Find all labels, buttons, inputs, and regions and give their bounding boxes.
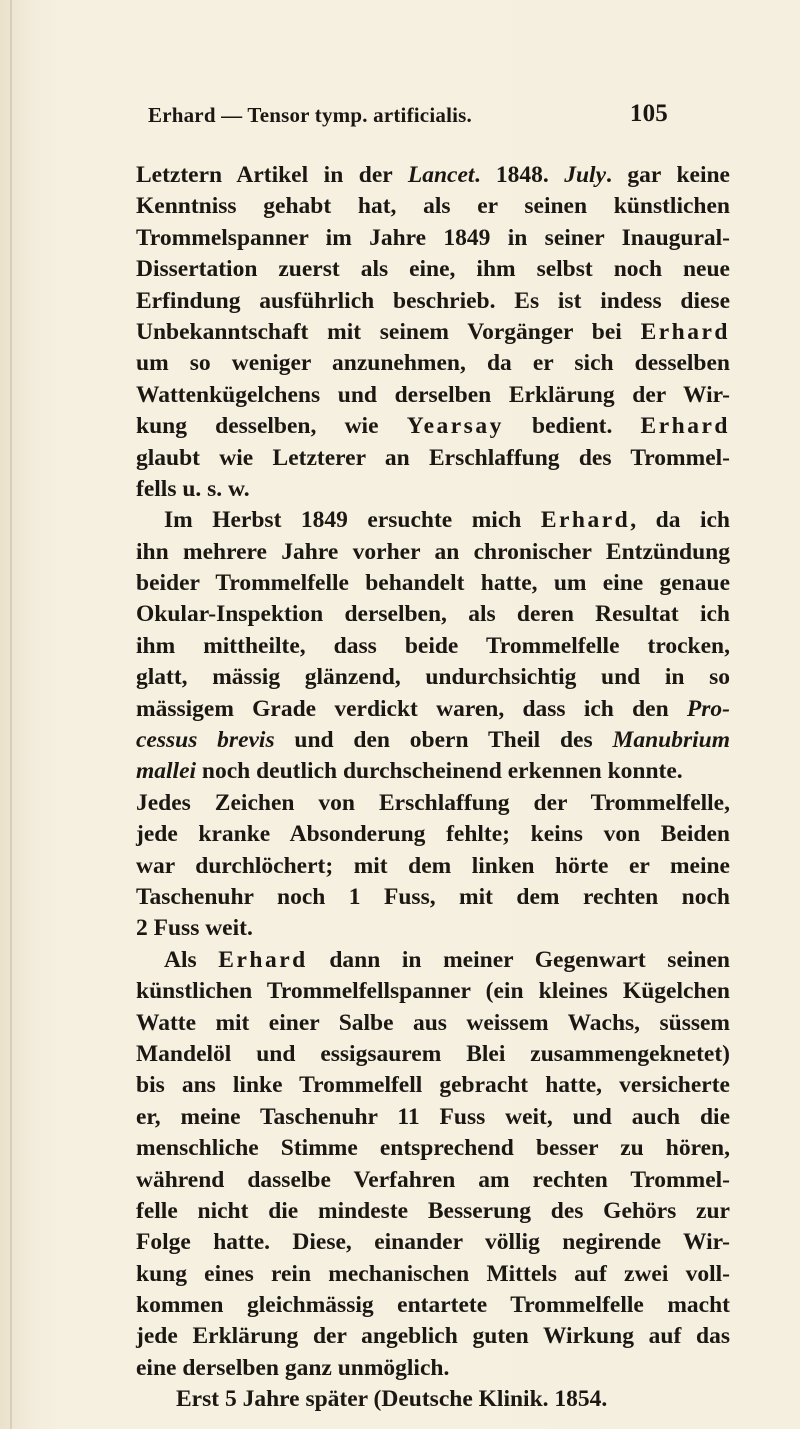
text-line: [136, 191, 730, 222]
text-segment: kung desselben, wie: [136, 413, 407, 440]
text-line: [136, 1227, 730, 1258]
spaced-name: Erhard: [640, 318, 730, 345]
running-header: [148, 100, 668, 133]
text-line: [136, 631, 730, 662]
text-segment: und den obern Theil des: [274, 727, 613, 754]
text-line: [136, 694, 730, 725]
running-title: Erhard — Tensor tymp. artificialis.: [148, 103, 472, 127]
text-line: [136, 1102, 730, 1133]
text-segment: . gar keine: [606, 162, 730, 188]
text-line: [136, 1165, 730, 1196]
text-line: [136, 537, 730, 568]
text-segment: menschliche Stimme entsprechend besser zu hören,: [136, 1135, 730, 1162]
text-segment: Okular-Inspektion derselben, als deren Resultat ich: [136, 601, 730, 628]
text-line: [136, 568, 730, 599]
text-line: [136, 254, 730, 285]
text-line: [136, 1384, 730, 1415]
text-line: [136, 819, 730, 850]
text-segment: um so weniger anzunehmen, da er sich desselben: [136, 350, 730, 377]
text-segment: Trommelspanner im Jahre 1849 in seiner Inaugural-: [136, 224, 730, 251]
text-line: [136, 662, 730, 693]
text-segment: Mandelöl und essigsaurem Blei zusammengeknetet): [136, 1040, 730, 1067]
text-segment: Watte mit einer Salbe aus weissem Wachs, süssem: [136, 1009, 730, 1036]
text-line: [136, 348, 730, 379]
italic-text: mallei: [136, 758, 197, 785]
text-segment: während dasselbe Verfahren am rechten Trommel-: [136, 1166, 730, 1193]
text-segment: Dissertation zuerst als eine, ihm selbst noch neue: [136, 256, 730, 283]
spaced-name: Erhard: [218, 946, 308, 973]
text-segment: eine derselben ganz unmöglich.: [136, 1354, 450, 1381]
spaced-name: Erhard: [640, 413, 730, 440]
text-segment: Wattenkügelchens und derselben Erklärung der Wir-: [136, 381, 730, 408]
text-segment: , da ich: [630, 507, 730, 534]
text-segment: bis ans linke Trommelfell gebracht hatte, versicherte: [136, 1072, 730, 1099]
text-line: [136, 756, 730, 787]
text-segment: Folge hatte. Diese, einander völlig negirende Wir-: [136, 1229, 730, 1256]
text-segment: Jedes Zeichen von Erschlaffung der Trommelfelle,: [136, 789, 730, 816]
text-segment: noch deutlich durchscheinend erkennen konnte.: [196, 758, 683, 785]
text-segment: künstlichen Trommelfellspanner (ein kleines Kügelchen: [136, 978, 730, 1005]
text-line: [136, 474, 730, 505]
italic-text: Lancet: [407, 162, 475, 188]
text-line: [136, 1259, 730, 1290]
text-segment: beider Trommelfelle behandelt hatte, um eine genaue: [136, 570, 730, 597]
text-line: [136, 1321, 730, 1352]
text-segment: ihm mittheilte, dass beide Trommelfelle trocken,: [136, 632, 730, 659]
binding-gutter: [10, 0, 12, 1429]
text-segment: Kenntniss gehabt hat, als er seinen künstlichen: [136, 193, 730, 220]
text-segment: Erst 5 Jahre später (Deutsche Klinik. 1854.: [176, 1386, 608, 1413]
text-line: [136, 945, 730, 976]
text-segment: fells u. s. w.: [136, 475, 250, 502]
italic-text: July: [564, 162, 607, 188]
text-line: [136, 317, 730, 348]
body-text: [136, 160, 730, 1416]
text-segment: jede kranke Absonderung fehlte; keins von Beiden: [136, 821, 730, 848]
italic-text: Pro-: [686, 695, 730, 722]
text-segment: ihn mehrere Jahre vorher an chronischer Entzündung: [136, 538, 730, 565]
text-line: [136, 725, 730, 756]
text-segment: bedient.: [503, 413, 641, 440]
text-line: [136, 882, 730, 913]
text-line: [136, 1070, 730, 1101]
text-line: [136, 1008, 730, 1039]
text-segment: Letztern Artikel in der: [136, 162, 408, 188]
text-line: [136, 1133, 730, 1164]
text-line: [136, 160, 730, 191]
text-segment: er, meine Taschenuhr 11 Fuss weit, und auch die: [136, 1103, 730, 1130]
text-line: [136, 1196, 730, 1227]
text-line: [136, 411, 730, 442]
spaced-name: Yearsay: [406, 413, 504, 440]
text-segment: jede Erklärung der angeblich guten Wirkung auf das: [136, 1323, 730, 1350]
text-line: [136, 851, 730, 882]
text-line: [136, 443, 730, 474]
page-number: 105: [629, 100, 668, 127]
text-line: [136, 913, 730, 944]
spaced-name: Erhard: [540, 507, 631, 534]
text-segment: 2 Fuss weit.: [136, 915, 253, 942]
text-segment: Als: [164, 946, 219, 973]
italic-text: cessus brevis: [136, 727, 275, 754]
text-line: [136, 1353, 730, 1384]
text-line: [136, 223, 730, 254]
text-segment: glatt, mässig glänzend, undurchsichtig und in so: [136, 664, 730, 691]
text-line: [136, 976, 730, 1007]
text-segment: Im Herbst 1849 ersuchte mich: [164, 507, 541, 534]
text-segment: Taschenuhr noch 1 Fuss, mit dem rechten noch: [136, 883, 730, 910]
italic-text: Manubrium: [612, 727, 731, 754]
text-line: [136, 505, 730, 536]
text-segment: mässigem Grade verdickt waren, dass ich den: [136, 695, 687, 722]
text-segment: Erfindung ausführlich beschrieb. Es ist indess diese: [136, 287, 730, 314]
text-segment: glaubt wie Letzterer an Erschlaffung des Trommel-: [136, 444, 730, 471]
text-segment: . 1848.: [474, 162, 565, 188]
text-line: [136, 599, 730, 630]
text-segment: war durchlöchert; mit dem linken hörte er meine: [136, 852, 730, 879]
text-segment: kung eines rein mechanischen Mittels auf zwei voll-: [136, 1260, 730, 1287]
text-segment: felle nicht die mindeste Besserung des Gehörs zur: [136, 1197, 730, 1224]
text-segment: Unbekanntschaft mit seinem Vorgänger bei: [136, 318, 641, 345]
text-segment: kommen gleichmässig entartete Trommelfelle macht: [136, 1292, 730, 1319]
text-line: [136, 788, 730, 819]
text-line: [136, 286, 730, 317]
text-segment: dann in meiner Gegenwart seinen: [307, 946, 730, 973]
text-line: [136, 1290, 730, 1321]
text-line: [136, 380, 730, 411]
text-line: [136, 1039, 730, 1070]
